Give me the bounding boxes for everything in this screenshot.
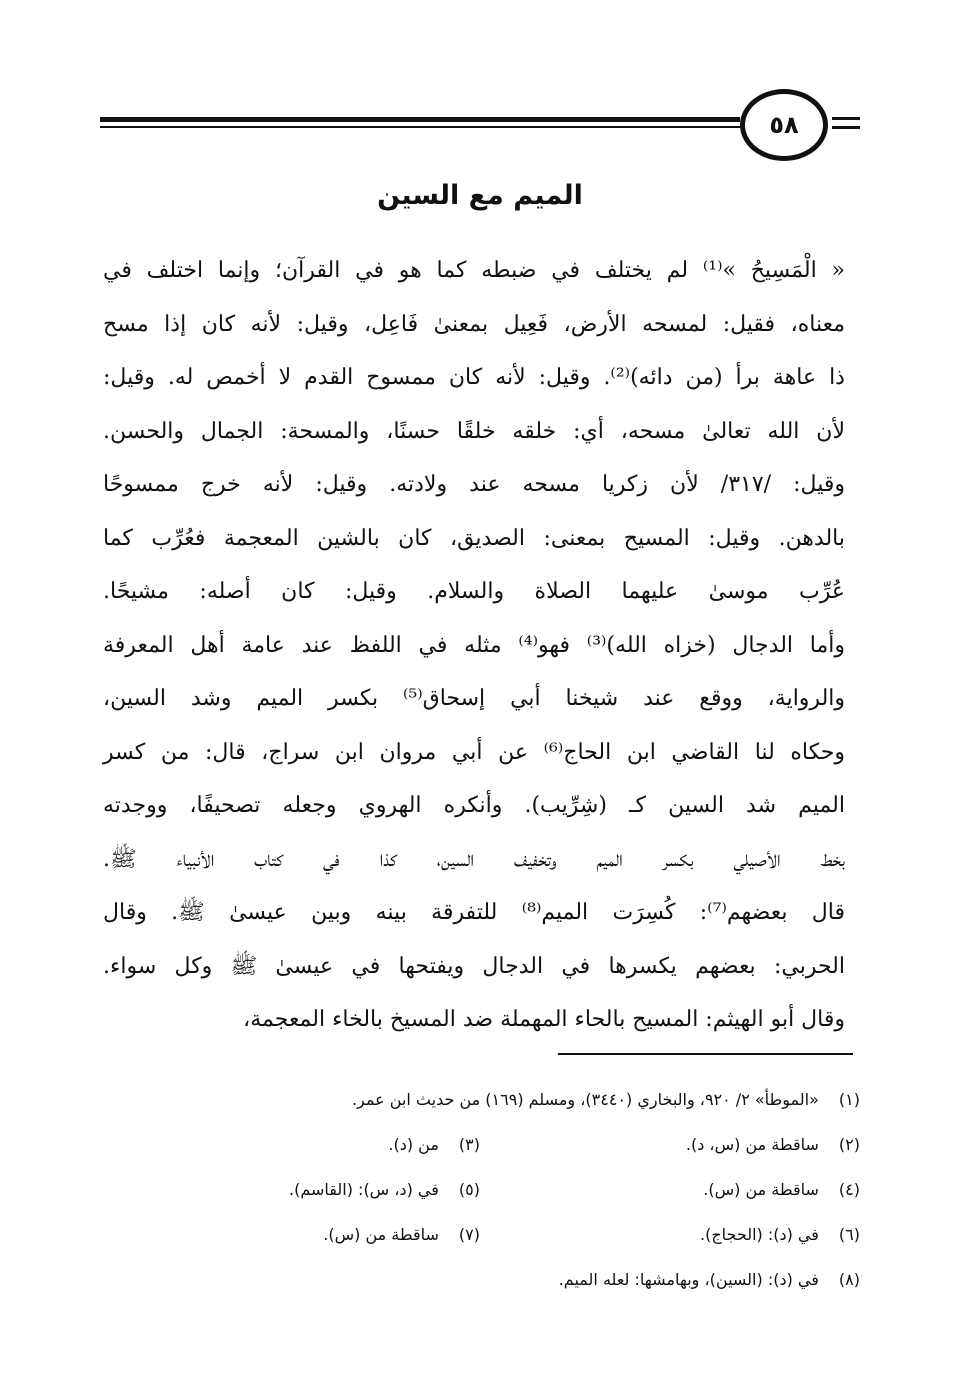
footnote-number: (٧) (458, 1225, 480, 1244)
body-line: وأما الدجال (خزاه الله)⁽³⁾ فهو⁽⁴⁾ مثله في اللفظ عند عامة أهل المعرفة (103, 632, 845, 658)
footnote-5 (289, 1167, 480, 1212)
header-rule-thick (100, 117, 740, 122)
footnote-text: من (د). (388, 1135, 439, 1154)
body-line: ذا عاهة برأ (من دائه)⁽²⁾. وقيل: لأنه كان ممسوح القدم لا أخمص له. وقيل: (103, 365, 845, 390)
body-line: معناه، فقيل: لمسحه الأرض، فَعِيل بمعنىٰ فَاعِل، وقيل: لأنه كان إذا مسح (103, 311, 845, 337)
footnote-row (160, 1122, 860, 1167)
footnote-4 (703, 1167, 860, 1212)
footnote-number: (٢) (838, 1135, 860, 1154)
body-line: « الْمَسِيحُ »⁽¹⁾ لم يختلف في ضبطه كما هو في القرآن؛ وإنما اختلف في (103, 258, 845, 283)
body-line: وقيل: /٣١٧/ لأن زكريا مسحه عند ولادته. وقيل: لأنه خرج ممسوحًا (103, 472, 845, 497)
footnote-row (160, 1167, 860, 1212)
footnote-7 (323, 1212, 480, 1257)
footnote-separator (558, 1053, 853, 1055)
footnote-text: في (د): (الحجاج). (700, 1225, 819, 1244)
body-line: قال بعضهم⁽⁷⁾: كُسِرَت الميم⁽⁸⁾ للتفرقة بينه وبين عيسىٰ ﷺ. وقال (103, 900, 845, 925)
body-line: والرواية، ووقع عند شيخنا أبي إسحاق⁽⁵⁾ بكسر الميم وشد السين، (103, 686, 846, 711)
footnote-text: «الموطأ» ٢/ ٩٢٠، والبخاري (٣٤٤٠)، ومسلم (١٦٩) من حديث ابن عمر. (351, 1090, 819, 1109)
page-number: ٥٨ (740, 89, 828, 161)
section-title: الميم مع السين (377, 180, 583, 211)
footnote-row (160, 1212, 860, 1257)
footnote-1 (352, 1077, 860, 1122)
body-line: لأن الله تعالىٰ مسحه، أي: خلقه خلقًا حسنًا، والمسحة: الجمال والحسن. (103, 418, 845, 444)
body-line: الميم شد السين كـ (شِرِّيب). وأنكره الهروي وجعله تصحيفًا، ووجدته (103, 793, 845, 818)
page-header (100, 82, 860, 162)
header-rule-right-lower (832, 126, 860, 129)
footnote-3 (388, 1122, 480, 1167)
header-rule-right-upper (832, 117, 860, 120)
footnote-number: (٨) (838, 1270, 860, 1289)
header-rule-thin (100, 126, 740, 128)
footnote-text: في (د): (السين)، وبهامشها: لعله الميم. (558, 1270, 819, 1289)
footnote-8 (559, 1257, 860, 1302)
footnotes (160, 1077, 860, 1302)
footnote-number: (٦) (838, 1225, 860, 1244)
footnote-text: ساقطة من (س). (323, 1225, 439, 1244)
body-line: الحربي: بعضهم يكسرها في الدجال ويفتحها في عيسىٰ ﷺ وكل سواء. (103, 953, 845, 979)
body-line: وحكاه لنا القاضي ابن الحاج⁽⁶⁾ عن أبي مروان ابن سراج، قال: من كسر (103, 739, 846, 765)
footnote-2 (686, 1122, 860, 1167)
body-line: وقال أبو الهيثم: المسيح بالحاء المهملة ضد المسيخ بالخاء المعجمة، (243, 1007, 845, 1032)
footnote-number: (٥) (458, 1180, 480, 1199)
footnote-text: ساقطة من (س). (703, 1180, 819, 1199)
footnote-number: (٤) (838, 1180, 860, 1199)
footnote-number: (٣) (458, 1135, 480, 1154)
footnote-text: في (د، س): (القاسم). (289, 1180, 439, 1199)
footnote-row (160, 1257, 860, 1302)
footnote-number: (١) (838, 1090, 860, 1109)
body-line: بخط الأصيلي بكسر الميم وتخفيف السين، كذا في كتاب الأنبياء ﷺ. (103, 846, 845, 872)
footnote-6 (700, 1212, 860, 1257)
body-line: بالدهن. وقيل: المسيح بمعنى: الصديق، كان بالشين المعجمة فعُرِّب كما (103, 525, 845, 551)
body-line: عُرِّب موسىٰ عليهما الصلاة والسلام. وقيل: كان أصله: مشيحًا. (103, 579, 845, 604)
footnote-row (160, 1077, 860, 1122)
footnote-text: ساقطة من (س، د). (685, 1135, 819, 1154)
body-text (103, 244, 845, 1047)
